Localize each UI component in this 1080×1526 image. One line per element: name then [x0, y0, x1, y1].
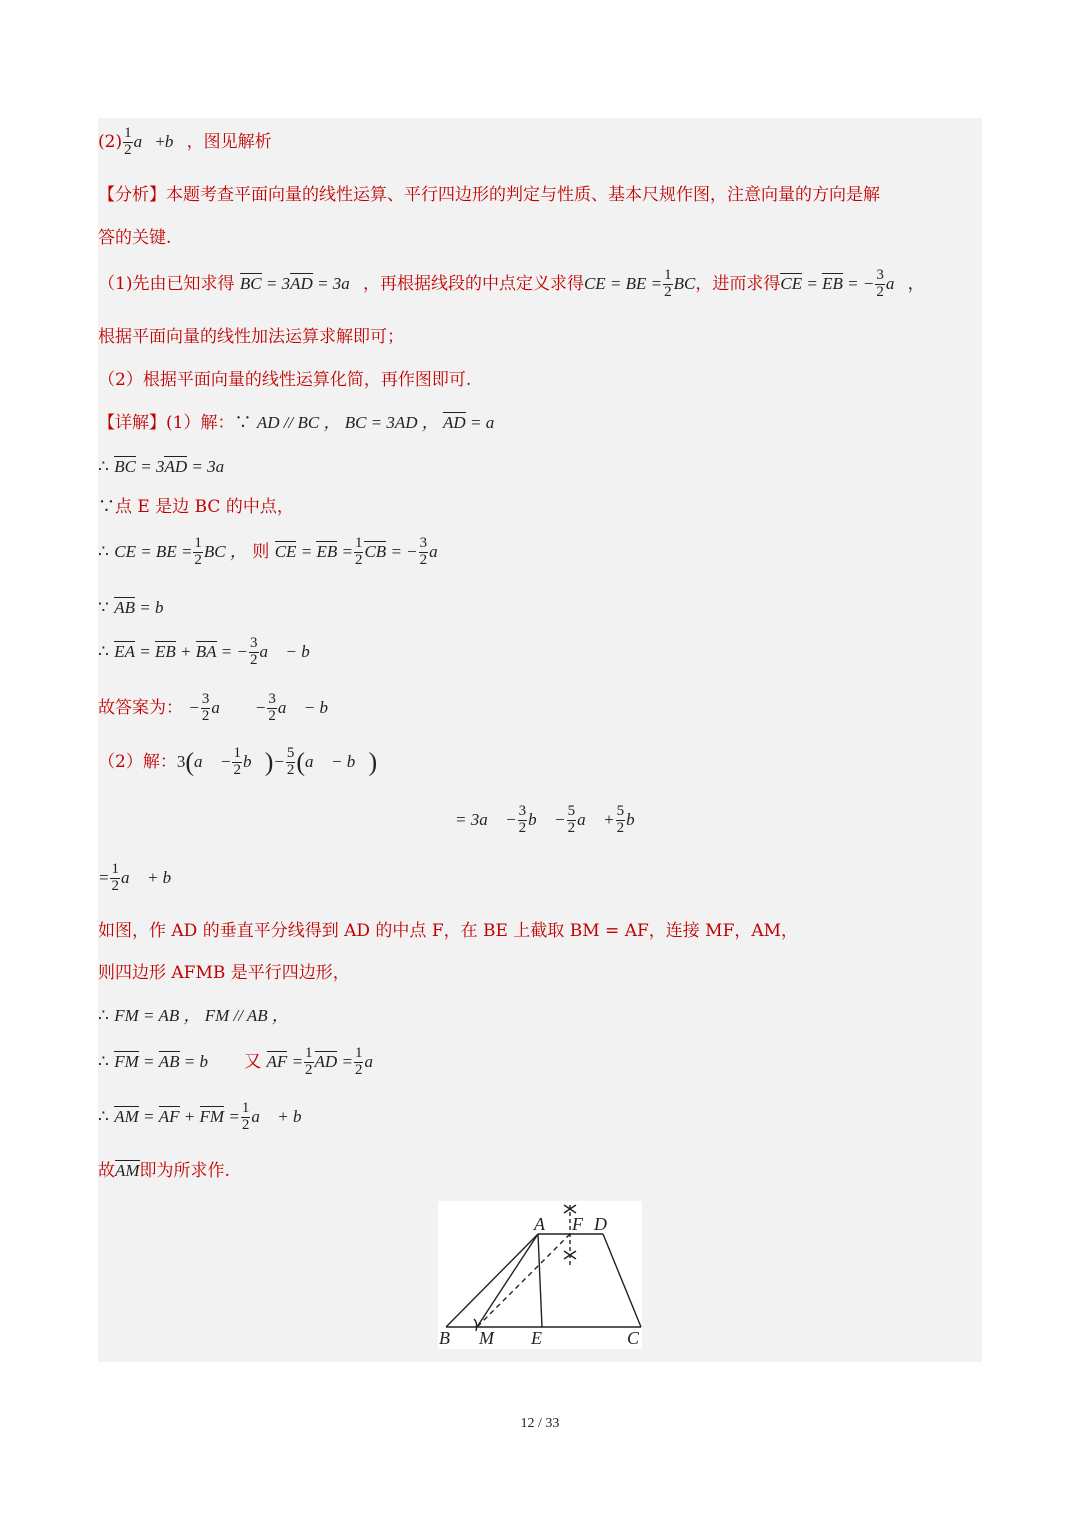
answer-line-2: (2) $\frac{1}{2}$ a⃗+b⃗，图见解析 [98, 125, 272, 158]
detail-am-vector: ∴ AM = AF + FM = $\frac{1}{2}$ a⃗ + b⃗ ， [98, 1100, 333, 1133]
detail-construct: 如图，作 AD 的垂直平分线得到 AD 的中点 F，在 BE 上截取 BM = AF，连接 MF，AM， [98, 921, 799, 941]
detail-final: 故AM即为所求作. [98, 1161, 230, 1181]
detail-line-4: ∴ CE = BE = $\frac{1}{2}$ BC ， 则 CE = EB = $\frac{1}{2}$ CB = − $\frac{3}{2}$ a⃗ ， [98, 535, 469, 568]
trapezoid-diagram [438, 1201, 642, 1349]
segment-dc [603, 1234, 641, 1327]
label-b: B [439, 1328, 450, 1348]
detail-line-1: 【详解】(1）解：∵ AD // BC ， BC = 3AD ， AD = a⃗ ， [98, 413, 525, 433]
detail-line-2: ∴ BC = 3AD = 3a⃗ ， [98, 457, 255, 477]
arc-mark-m [474, 1319, 477, 1331]
label-d: D [594, 1214, 607, 1234]
analysis-step-1b: 根据平面向量的线性加法运算求解即可； [98, 327, 404, 347]
segment-am [477, 1234, 538, 1327]
detail-parallelogram: 则四边形 AFMB 是平行四边形， [98, 963, 350, 983]
analysis-step-1: （1)先由已知求得 BC = 3AD = 3a⃗，再根据线段的中点定义求得CE = BE = $\frac{1}{2}$ BC，进而求得CE = EB = − $\frac{3}{2}$ a⃗， [98, 267, 925, 300]
detail-line-6: ∴ EA = EB + BA = − $\frac{3}{2}$ a⃗ − b⃗ ， [98, 635, 341, 668]
detail-answer: 故答案为： − $\frac{3}{2}$ a⃗ ， − $\frac{3}{2}$ a⃗ − b⃗ ； [98, 691, 359, 724]
detail-part2-line-3: = $\frac{1}{2}$ a⃗ + b⃗ ， [98, 861, 202, 894]
label-c: C [627, 1328, 640, 1348]
detail-line-3: ∵点 E 是边 BC 的中点， [98, 497, 294, 517]
detail-line-5: ∵ AB = b⃗ ， [98, 598, 195, 618]
geometry-figure [438, 1201, 642, 1349]
label-f: F [572, 1214, 583, 1234]
label-a: A [534, 1214, 545, 1234]
label-e: E [531, 1328, 542, 1348]
detail-fm-ab: ∴ FM = AB ， FM // AB ， [98, 1006, 289, 1026]
detail-part2-line-2: = 3a⃗ − $\frac{3}{2}$ b⃗ − $\frac{5}{2}$ a⃗ + $\frac{5}{2}$ b⃗ [455, 803, 648, 836]
analysis-step-2: （2）根据平面向量的线性运算化简，再作图即可. [98, 370, 472, 390]
segment-ae [538, 1234, 542, 1327]
page-number: 12 / 33 [520, 1416, 560, 1431]
analysis-line-1: 【分析】本题考查平面向量的线性运算、平行四边形的判定与性质、基本尺规作图，注意向量的方向是解 [98, 185, 880, 205]
analysis-line-2: 答的关键. [98, 228, 172, 248]
detail-part2-line-1: （2）解：3(a⃗ − $\frac{1}{2}$ b⃗)− $\frac{5}{2}$ (a⃗ − b⃗) [98, 745, 378, 778]
detail-fm-vector: ∴ FM = AB = b⃗ ， 又 AF = $\frac{1}{2}$ AD = $\frac{1}{2}$ a⃗ ， [98, 1045, 404, 1078]
label-m: M [479, 1328, 494, 1348]
